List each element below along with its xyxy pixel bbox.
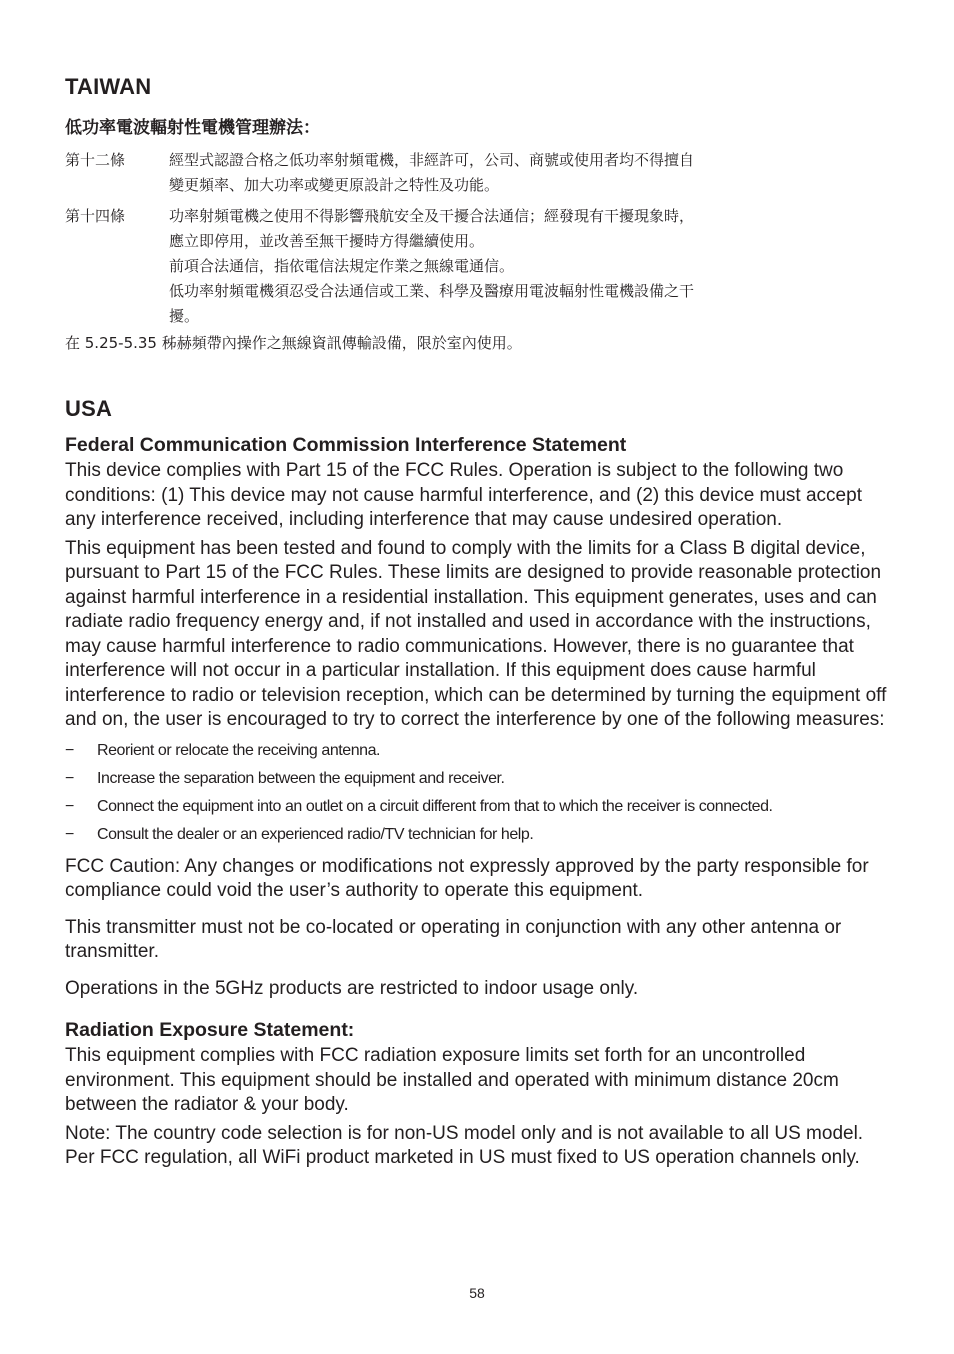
measure-text: Connect the equipment into an outlet on a circuit different from that to which the receiver is connected. xyxy=(97,797,773,815)
measures-list xyxy=(65,737,893,849)
clause-14-number: 第十四條 xyxy=(65,207,126,225)
usa-section-title: USA xyxy=(65,396,113,421)
dash-marker: − xyxy=(65,741,75,759)
clause-14-line: 應立即停用，並改善至無干擾時方得繼續使用。 xyxy=(169,232,485,250)
clause-12-line: 經型式認證合格之低功率射頻電機，非經許可，公司、商號或使用者均不得擅自 xyxy=(169,151,695,169)
radiation-exposure-heading: Radiation Exposure Statement: xyxy=(65,1019,355,1041)
country-code-note-paragraph: Note: The country code selection is for non-US model only and is not available to all US model. Per FCC regulation, all WiFi product marketed in US must fixed to US operation channels only. xyxy=(65,1122,864,1168)
clause-12 xyxy=(65,148,893,198)
list-item xyxy=(65,737,380,765)
taiwan-indoor-note: 在 5.25-5.35 秭赫頻帶內操作之無線資訊傳輸設備，限於室內使用。 xyxy=(65,334,522,352)
fcc-paragraph-class-b: This equipment has been tested and found to comply with the limits for a Class B digital device, pursuant to Part 15 of the FCC Rules. These limits are designed to provide reasonable protection against harmful interference in a residential installation. This equipment generates, uses and can radiate radio frequency energy and, if not installed and used in accordance with the instructions, may cause harmful interference to radio communications. However, there is no guarantee that interference will not occur in a particular installation. If this equipment does cause harmful interference to radio or television reception, which can be determined by turning the equipment off and on, the user is encouraged to try to correct the interference by one of the following measures: xyxy=(65,537,887,730)
dash-marker: − xyxy=(65,825,75,843)
clause-14-line: 擾。 xyxy=(169,307,200,325)
clause-12-body xyxy=(169,148,893,198)
document-page xyxy=(65,72,893,1171)
fcc-paragraph-conditions: This device complies with Part 15 of the FCC Rules. Operation is subject to the following two conditions: (1) This device may not cause harmful interference, and (2) this device must accept any interference received, including interference that may cause undesired operation. xyxy=(65,460,862,530)
measure-text: Consult the dealer or an experienced radio/TV technician for help. xyxy=(97,825,534,843)
dash-marker: − xyxy=(65,797,75,815)
radiation-exposure-paragraph: This equipment complies with FCC radiation exposure limits set forth for an uncontrolled environment. This equipment should be installed and operated with minimum distance 20cm between the radiator & your body. xyxy=(65,1045,839,1115)
transmitter-paragraph: This transmitter must not be co-located or operating in conjunction with any other antenna or transmitter. xyxy=(65,916,842,962)
list-item xyxy=(65,793,773,821)
clause-12-number: 第十二條 xyxy=(65,151,126,169)
5ghz-operations-paragraph: Operations in the 5GHz products are restricted to indoor usage only. xyxy=(65,977,639,999)
page-number: 58 xyxy=(469,1285,485,1301)
fcc-caution-paragraph: FCC Caution: Any changes or modifications not expressly approved by the party responsible for compliance could void the user’s authority to operate this equipment. xyxy=(65,855,869,901)
clause-14-line: 功率射頻電機之使用不得影響飛航安全及干擾合法通信；經發現有干擾現象時， xyxy=(169,207,695,225)
clause-14 xyxy=(65,204,893,329)
clause-12-line: 變更頻率、加大功率或變更原設計之特性及功能。 xyxy=(169,176,500,194)
clause-14-line: 低功率射頻電機須忍受合法通信或工業、科學及醫療用電波輻射性電機設備之干 xyxy=(169,282,695,300)
measure-text: Increase the separation between the equipment and receiver. xyxy=(97,769,505,787)
dash-marker: − xyxy=(65,769,75,787)
taiwan-regulation-heading: 低功率電波輻射性電機管理辦法： xyxy=(65,118,320,138)
fcc-interference-heading: Federal Communication Commission Interference Statement xyxy=(65,434,627,456)
clause-14-body xyxy=(169,204,893,329)
list-item xyxy=(65,821,533,849)
list-item xyxy=(65,765,505,793)
measure-text: Reorient or relocate the receiving antenna. xyxy=(97,741,381,759)
clause-14-line: 前項合法通信，指依電信法規定作業之無線電通信。 xyxy=(169,257,515,275)
taiwan-section-title: TAIWAN xyxy=(65,74,152,99)
